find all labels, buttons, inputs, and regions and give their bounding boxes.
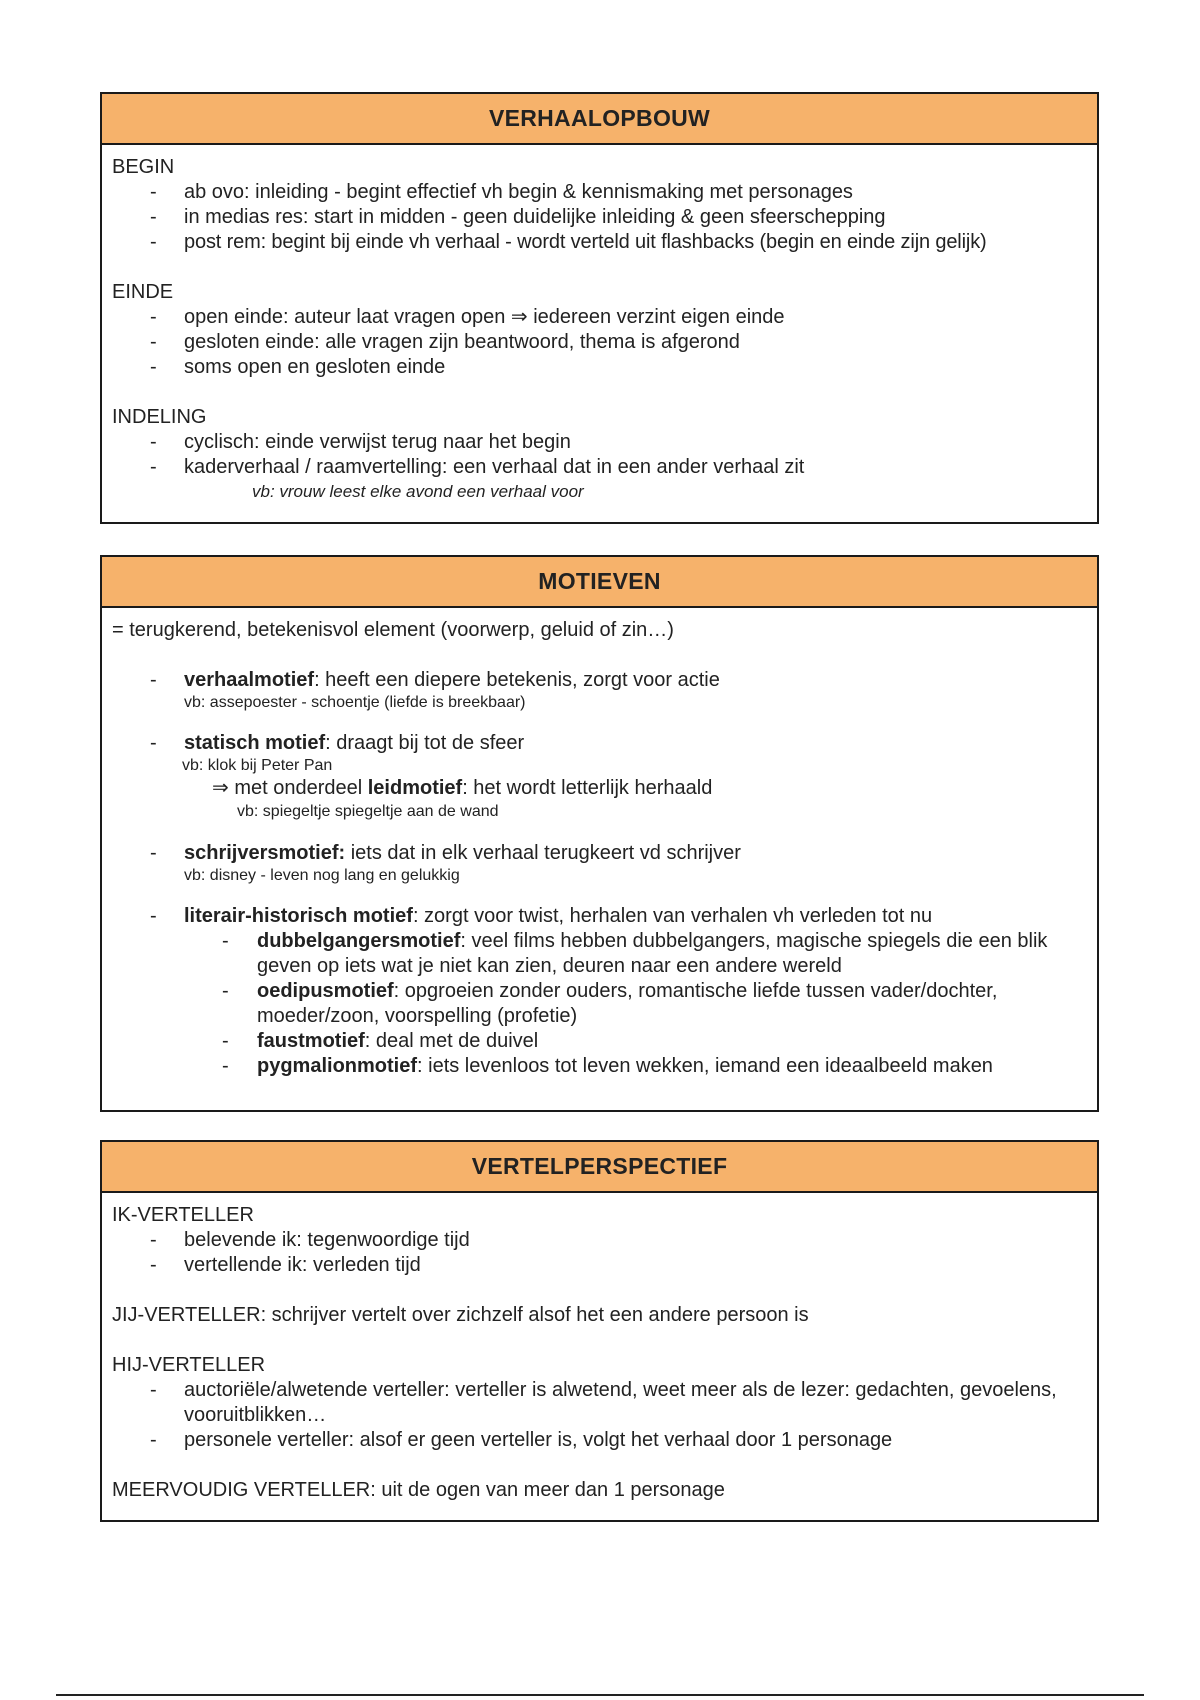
list-item: - schrijversmotief: iets dat in elk verhaal terugkeert vd schrijver: [112, 841, 1087, 866]
verhaalopbouw-body: [102, 145, 1097, 512]
example-text: vb: spiegeltje spiegeltje aan de wand: [237, 803, 499, 820]
term-dubbelgangersmotief: dubbelgangersmotief: [257, 930, 461, 952]
term-schrijversmotief: schrijversmotief:: [184, 842, 346, 864]
list-item: - soms open en gesloten einde: [112, 355, 1087, 380]
list-item: - auctoriële/alwetende verteller: verteller is alwetend, weet meer als de lezer: gedachten, gevoelens, vooruitblikken…: [112, 1378, 1087, 1428]
vertelperspectief-body: [102, 1193, 1097, 1511]
term-pygmalionmotief: pygmalionmotief: [257, 1055, 418, 1077]
indeling-example: vb: vrouw leest elke avond een verhaal voor: [252, 482, 584, 501]
meervoudig-verteller-line: MEERVOUDIG VERTELLER: uit de ogen van meer dan 1 personage: [112, 1479, 725, 1501]
leidmotief-line: ⇒ met onderdeel leidmotief: het wordt letterlijk herhaald: [212, 777, 713, 799]
indeling-heading: INDELING: [112, 406, 207, 428]
motieven-body: [102, 608, 1097, 1087]
verhaalopbouw-title: VERHAALOPBOUW: [102, 94, 1097, 145]
term-statisch-motief: statisch motief: [184, 732, 326, 754]
term-leidmotief: leidmotief: [367, 777, 463, 799]
list-item: - gesloten einde: alle vragen zijn beantwoord, thema is afgerond: [112, 330, 1087, 355]
list-item: - belevende ik: tegenwoordige tijd: [112, 1228, 1087, 1253]
list-item: - literair-historisch motief: zorgt voor twist, herhalen van verhalen vh verleden tot nu: [112, 904, 1087, 929]
list-item: - statisch motief: draagt bij tot de sfeer: [112, 731, 1087, 756]
term-verhaalmotief: verhaalmotief: [184, 669, 315, 691]
motieven-definition: = terugkerend, betekenisvol element (voorwerp, geluid of zin…): [112, 619, 674, 641]
term-oedipusmotief: oedipusmotief: [257, 980, 394, 1002]
motieven-title: MOTIEVEN: [102, 557, 1097, 608]
list-item: - in medias res: start in midden - geen duidelijke inleiding & geen sfeerschepping: [112, 205, 1087, 230]
motieven-box: [100, 555, 1099, 1112]
list-item: - post rem: begint bij einde vh verhaal - wordt verteld uit flashbacks (begin en einde zijn gelijk): [112, 230, 1087, 255]
page-bottom-rule: [56, 1694, 1144, 1696]
list-item: - personele verteller: alsof er geen verteller is, volgt het verhaal door 1 personage: [112, 1428, 1087, 1453]
einde-heading: EINDE: [112, 281, 174, 303]
term-faustmotief: faustmotief: [257, 1030, 365, 1052]
list-item: - verhaalmotief: heeft een diepere betekenis, zorgt voor actie: [112, 668, 1087, 693]
jij-verteller-line: JIJ-VERTELLER: schrijver vertelt over zichzelf alsof het een andere persoon is: [112, 1304, 809, 1326]
list-item: - cyclisch: einde verwijst terug naar het begin: [112, 430, 1087, 455]
sub-list-item: - pygmalionmotief: iets levenloos tot leven wekken, iemand een ideaalbeeld maken: [112, 1054, 1087, 1079]
example-text: vb: klok bij Peter Pan: [182, 757, 333, 774]
ik-verteller-heading: IK-VERTELLER: [112, 1204, 254, 1226]
list-item: - ab ovo: inleiding - begint effectief vh begin & kennismaking met personages: [112, 180, 1087, 205]
list-item: - kaderverhaal / raamvertelling: een verhaal dat in een ander verhaal zit: [112, 455, 1087, 480]
vertelperspectief-title: VERTELPERSPECTIEF: [102, 1142, 1097, 1193]
vertelperspectief-box: [100, 1140, 1099, 1522]
hij-verteller-heading: HIJ-VERTELLER: [112, 1354, 266, 1376]
verhaalopbouw-box: [100, 92, 1099, 524]
begin-heading: BEGIN: [112, 156, 175, 178]
sub-list-item: - dubbelgangersmotief: veel films hebben dubbelgangers, magische spiegels die een blik geven op iets wat je niet kan zien, deuren naar een andere wereld: [112, 929, 1087, 979]
list-item: - vertellende ik: verleden tijd: [112, 1253, 1087, 1278]
sub-list-item: - oedipusmotief: opgroeien zonder ouders, romantische liefde tussen vader/dochter, moeder/zoon, voorspelling (profetie): [112, 979, 1087, 1029]
list-item: - open einde: auteur laat vragen open ⇒ iedereen verzint eigen einde: [112, 305, 1087, 330]
term-literair-historisch-motief: literair-historisch motief: [184, 905, 413, 927]
sub-list-item: - faustmotief: deal met de duivel: [112, 1029, 1087, 1054]
example-text: vb: disney - leven nog lang en gelukkig: [184, 867, 460, 884]
example-text: vb: assepoester - schoentje (liefde is breekbaar): [184, 694, 526, 711]
